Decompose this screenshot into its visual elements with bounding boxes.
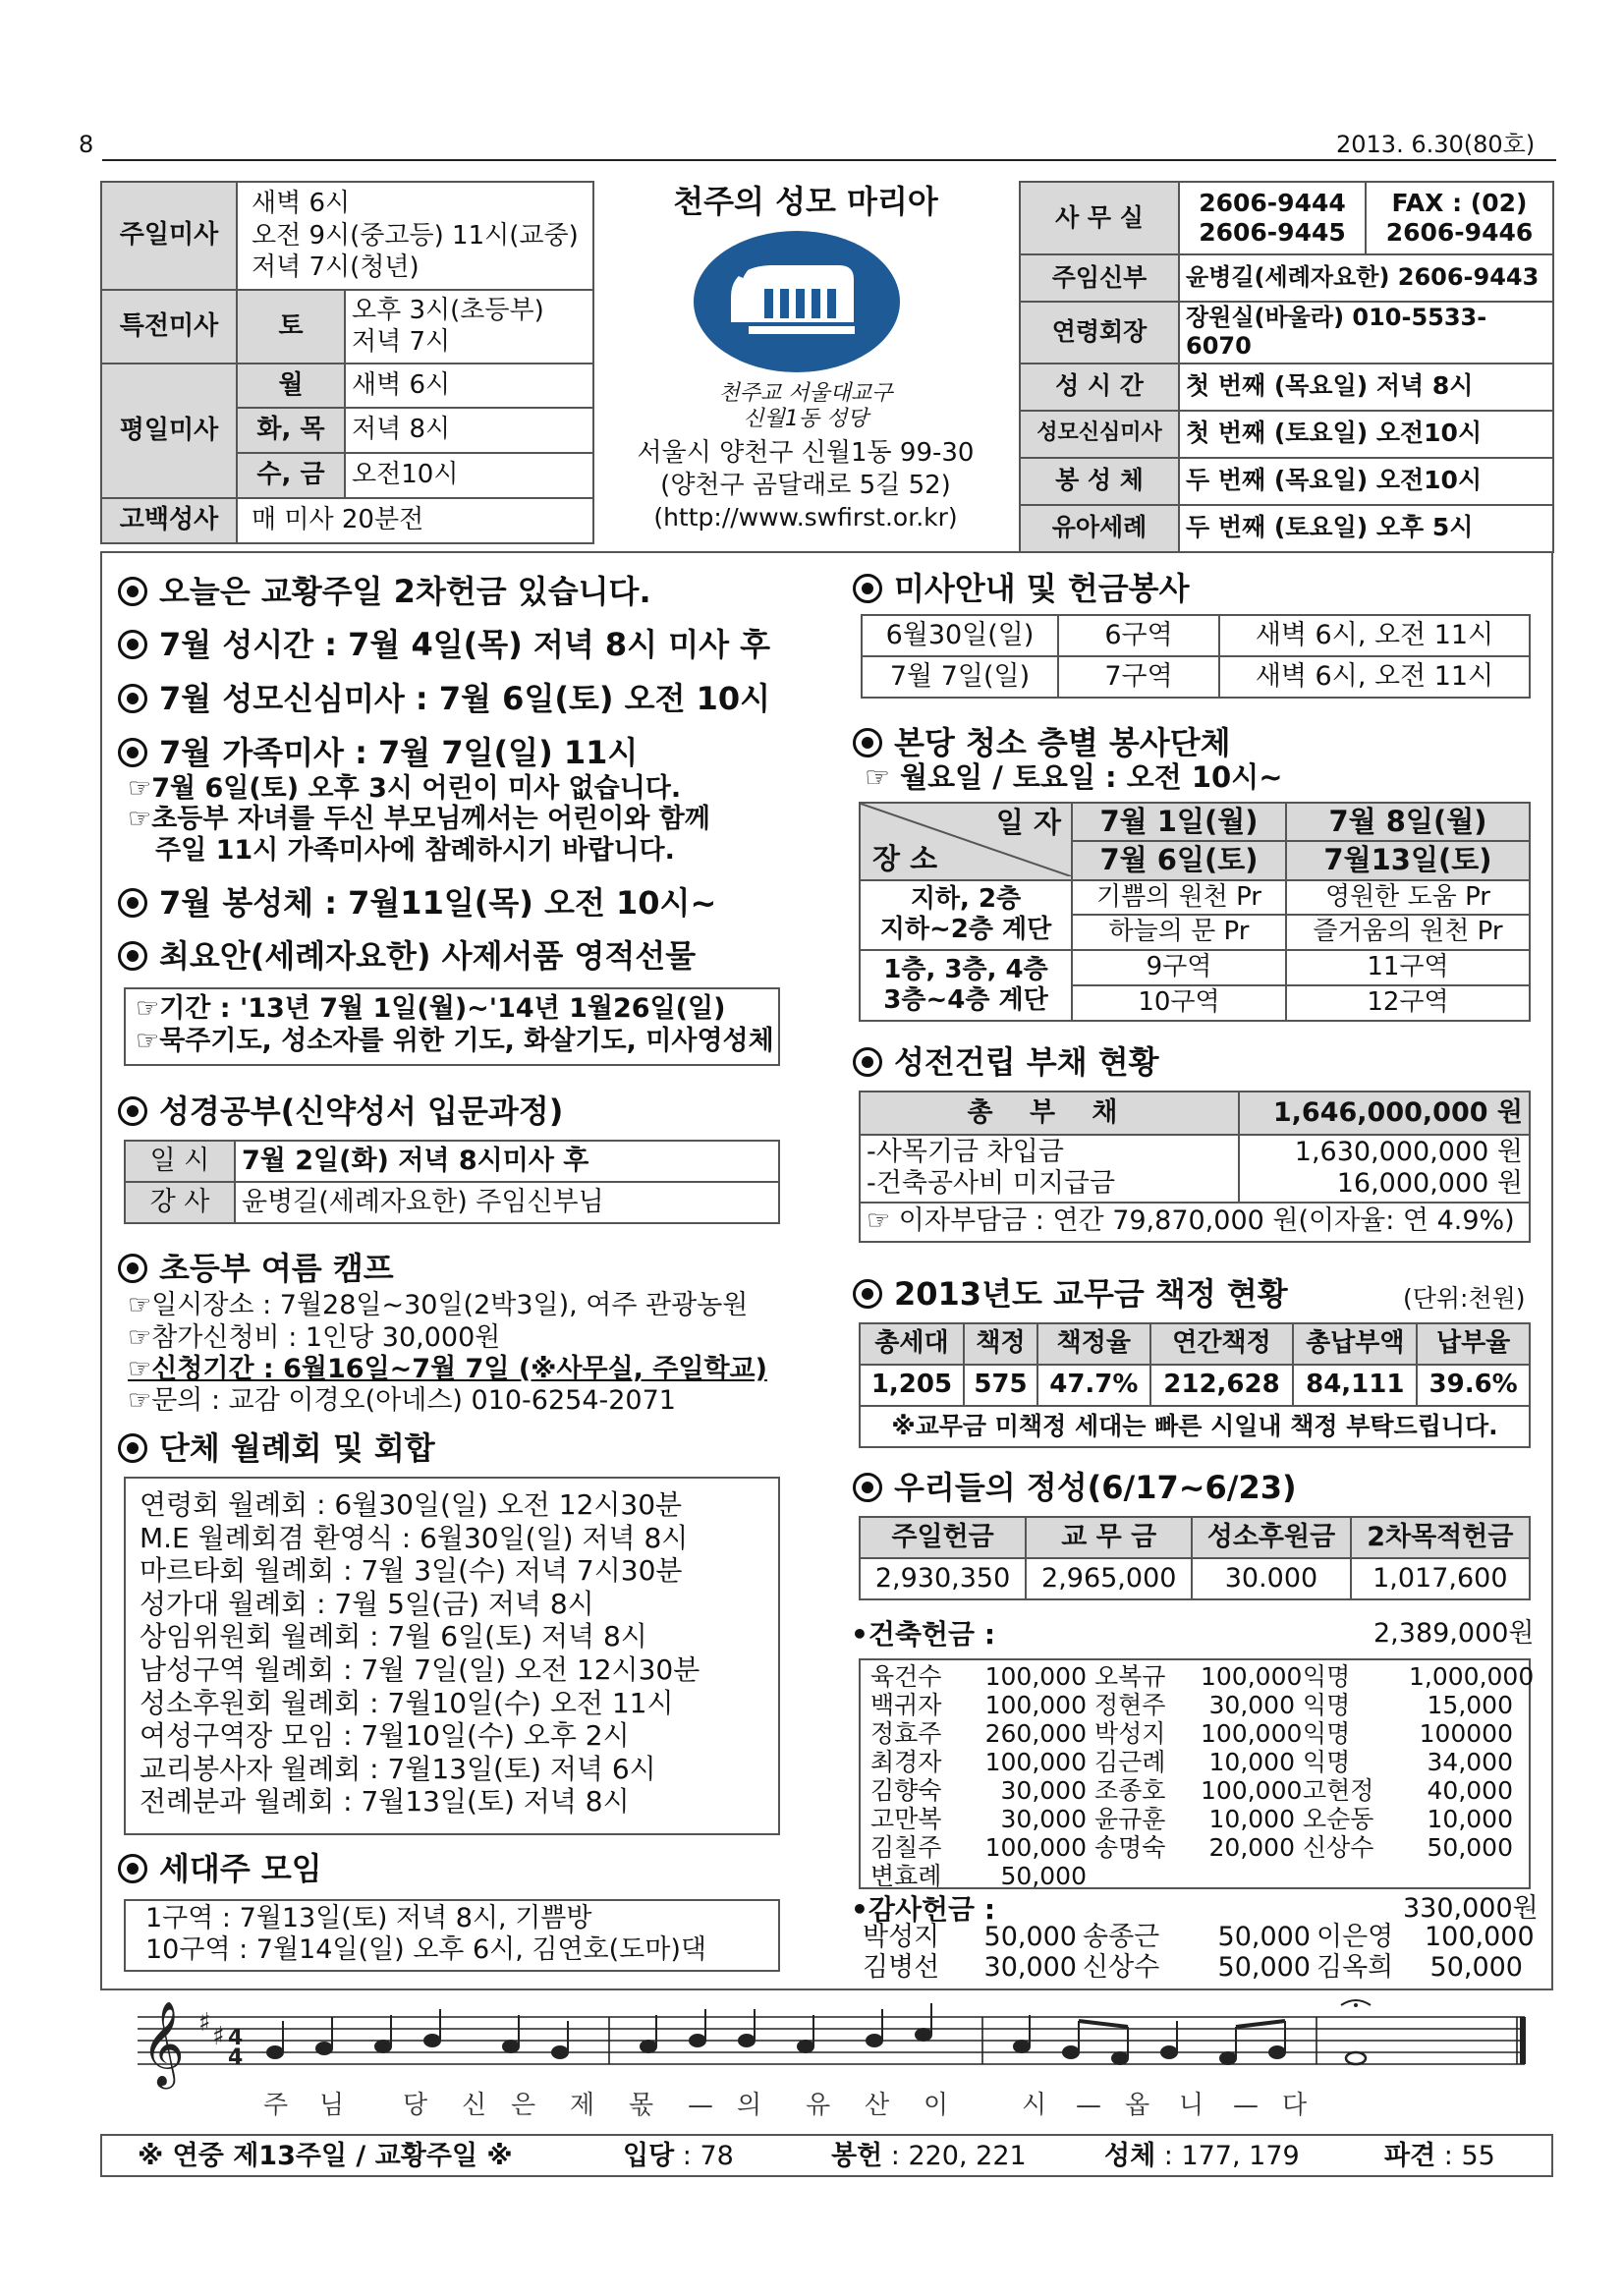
- group-meeting: 교리봉사자 월례회 : 7월13일(토) 저녁 6시: [140, 1752, 656, 1785]
- cleaning-group: 기쁨의 원천 Pr: [1072, 880, 1286, 916]
- groups-heading: 단체 월례회 및 회합: [118, 1429, 435, 1468]
- camp-line: ☞참가신청비 : 1인당 30,000원: [128, 1322, 501, 1353]
- lyric-syllable: —: [1233, 2091, 1259, 2120]
- parish-address-road: (양천구 곰달래로 5길 52): [660, 471, 951, 500]
- mass-schedule-table: [100, 181, 594, 544]
- donor-amount: 100,000: [1425, 1922, 1535, 1952]
- donor-name: 최경자: [870, 1748, 942, 1776]
- donor-name: 김병선: [863, 1952, 940, 1983]
- circle-bullet-icon: [118, 1096, 147, 1126]
- family-box: [124, 1899, 780, 1972]
- duty-value: 1,205: [860, 1365, 964, 1406]
- group-meeting: 남성구역 월례회 : 7월 7일(일) 오전 12시30분: [140, 1652, 700, 1686]
- offering-head: 2차목적헌금: [1351, 1517, 1530, 1558]
- donor-amount: [1201, 1862, 1295, 1890]
- lyric-syllable: 당: [403, 2091, 428, 2120]
- lyric-syllable: 시: [1022, 2091, 1047, 2120]
- debt-item-value: 16,000,000 원: [1336, 1168, 1523, 1200]
- lyric-syllable: 옵: [1125, 2091, 1150, 2120]
- bible-label: 일 시: [125, 1141, 235, 1182]
- contact-label: 연령회장: [1020, 302, 1179, 364]
- debt-total-value: 1,646,000,000 원: [1239, 1092, 1530, 1135]
- donor-name: 정효주: [870, 1719, 942, 1748]
- bible-value: 윤병길(세례자요한) 주임신부님: [235, 1182, 779, 1223]
- group-meeting: 여성구역장 모임 : 7월10일(수) 오후 2시: [140, 1719, 630, 1753]
- cleaning-subtitle: ☞ 월요일 / 토요일 : 오전 10시~: [865, 760, 1283, 794]
- notice-heading: 7월 성시간 : 7월 4일(목) 저녁 8시 미사 후: [118, 626, 770, 664]
- special-mass-label: 특전미사: [101, 290, 237, 364]
- donor-amount: 100,000: [1201, 1719, 1303, 1748]
- debt-item-label: -사목기금 차입금: [867, 1137, 1064, 1167]
- offering-value: 2,965,000: [1026, 1558, 1192, 1599]
- header-rule: [102, 159, 1556, 161]
- cleaning-heading: 본당 청소 층별 봉사단체: [853, 724, 1231, 762]
- parish-logo: [692, 228, 903, 375]
- contact-label: 성모신심미사: [1020, 411, 1179, 458]
- bible-label: 강 사: [125, 1182, 235, 1223]
- sunday-time: 저녁 7시(청년): [252, 252, 420, 283]
- notice-heading: 7월 성모신심미사 : 7월 6일(토) 오전 10시: [118, 680, 770, 718]
- guide-zone: 7구역: [1058, 656, 1219, 698]
- circle-bullet-icon: [118, 1854, 147, 1883]
- footer-sunday: ※ 연중 제13주일 / 교황주일 ※: [138, 2141, 513, 2171]
- notice-heading: 오늘은 교황주일 2차헌금 있습니다.: [118, 573, 651, 611]
- donor-name: 고만복: [870, 1805, 942, 1833]
- cleaning-date-header: 일 자: [995, 806, 1061, 839]
- offering-head: 교 무 금: [1026, 1517, 1192, 1558]
- duty-note: ※교무금 미책정 세대는 빠른 시일내 책정 부탁드립니다.: [860, 1406, 1530, 1447]
- donor-amount: 30,000: [1208, 1691, 1295, 1719]
- debt-heading: 성전건립 부채 현황: [853, 1043, 1159, 1082]
- gift-line: ☞기간 : '13년 7월 1일(월)~'14년 1월26일(일): [136, 993, 726, 1024]
- donor-amount: 50,000: [1217, 1952, 1311, 1983]
- office-phone: 2606-9445: [1199, 218, 1346, 247]
- donor-name: 김옥희: [1316, 1952, 1394, 1983]
- family-meeting: 10구역 : 7월14일(일) 오후 6시, 김연호(도마)댁: [145, 1934, 706, 1966]
- donor-amount: 100,000: [984, 1748, 1087, 1776]
- cleaning-date-col: 7월 8일(월): [1286, 803, 1530, 841]
- building-label: •건축헌금 :: [851, 1618, 996, 1651]
- donor-name: 박성지: [1094, 1719, 1166, 1748]
- circle-bullet-icon: [118, 941, 147, 971]
- donor-name: 육건수: [870, 1662, 942, 1691]
- cleaning-place: 지하, 2층: [910, 884, 1022, 915]
- debt-interest-note: ☞ 이자부담금 : 연간 79,870,000 원(이자율: 연 4.9%): [860, 1203, 1530, 1242]
- donor-amount: 50,000: [983, 1922, 1077, 1952]
- cleaning-date-col: 7월 1일(월): [1072, 803, 1286, 841]
- donor-name: 윤규훈: [1094, 1805, 1166, 1833]
- music-staff: [138, 1997, 1533, 2096]
- notice-heading: 최요안(세례자요한) 사제서품 영적선물: [118, 937, 696, 976]
- weekday-time: 오전10시: [345, 453, 593, 498]
- donor-amount: 100,000: [1201, 1662, 1303, 1691]
- thanks-label: •감사헌금 :: [851, 1893, 996, 1926]
- donor-amount: 20,000: [1208, 1833, 1295, 1862]
- offering-value: 30.000: [1192, 1558, 1350, 1599]
- offering-head: 성소후원금: [1192, 1517, 1350, 1558]
- special-time: 저녁 7시: [352, 326, 451, 357]
- donor-name: 고현정: [1303, 1776, 1374, 1805]
- duty-table: [859, 1322, 1531, 1448]
- donor-amount: 10,000: [1208, 1748, 1295, 1776]
- page-number: 8: [79, 131, 94, 158]
- circle-bullet-icon: [118, 888, 147, 918]
- debt-total-label: 총 부 채: [860, 1092, 1239, 1135]
- contact-label: 봉 성 체: [1020, 458, 1179, 505]
- family-meeting: 1구역 : 7월13일(토) 저녁 8시, 기쁨방: [145, 1903, 592, 1933]
- donor-amount: 10,000: [1427, 1805, 1513, 1833]
- cleaning-date-col: 7월 6일(토): [1072, 841, 1286, 879]
- cleaning-place-header: 장 소: [872, 842, 938, 876]
- sunday-time: 새벽 6시: [252, 189, 351, 219]
- guide-date: 6월30일(일): [862, 615, 1058, 656]
- group-meeting: 전례분과 월례회 : 7월13일(토) 저녁 8시: [140, 1785, 630, 1819]
- offering-value: 1,017,600: [1351, 1558, 1530, 1599]
- group-meeting: M.E 월례회겸 환영식 : 6월30일(일) 저녁 8시: [140, 1521, 689, 1554]
- notice-line: ☞초등부 자녀를 두신 부모님께서는 어린이와 함께: [128, 804, 710, 834]
- svg-text:♯: ♯: [198, 2008, 211, 2038]
- cleaning-place: 1층, 3층, 4층: [883, 954, 1048, 984]
- building-donors-box: [859, 1658, 1535, 1890]
- offering-heading: 우리들의 정성(6/17~6/23): [853, 1469, 1297, 1507]
- donor-name: 김향숙: [870, 1776, 942, 1805]
- issue-date: 2013. 6.30(80호): [1336, 131, 1536, 158]
- cleaning-table: [859, 802, 1531, 1022]
- confession-label: 고백성사: [101, 498, 237, 543]
- lyric-syllable: 주: [263, 2091, 289, 2120]
- ordination-gift-box: [124, 987, 780, 1066]
- donor-name: 조종호: [1094, 1776, 1166, 1805]
- parish-title: 천주의 성모 마리아: [673, 183, 938, 220]
- circle-bullet-icon: [853, 1279, 882, 1309]
- weekday-mass-label: 평일미사: [101, 364, 237, 498]
- gift-line: ☞묵주기도, 성소자를 위한 기도, 화살기도, 미사영성체: [136, 1025, 774, 1056]
- camp-line: ☞신청기간 : 6월16일~7월 7일 (※사무실, 주일학교): [128, 1354, 767, 1384]
- weekday-time: 새벽 6시: [345, 364, 593, 408]
- donor-name: 익명: [1303, 1691, 1351, 1719]
- special-time: 오후 3시(초등부): [352, 296, 544, 326]
- group-meeting: 성가대 월례회 : 7월 5일(금) 저녁 8시: [140, 1587, 594, 1620]
- circle-bullet-icon: [118, 577, 147, 606]
- contact-label: 유아세례: [1020, 505, 1179, 552]
- contact-value: 첫 번째 (토요일) 오전10시: [1179, 411, 1553, 458]
- circle-bullet-icon: [853, 1047, 882, 1077]
- cleaning-group: 영원한 도움 Pr: [1286, 880, 1530, 916]
- donor-name: 정현주: [1094, 1691, 1166, 1719]
- office-label: 사 무 실: [1020, 182, 1179, 254]
- donor-amount: 100,000: [1201, 1776, 1303, 1805]
- footer-dismissal: 파견 : 55: [1384, 2141, 1495, 2171]
- contact-value: 장원실(바울라) 010-5533-6070: [1179, 302, 1553, 364]
- donor-amount: 100000: [1419, 1719, 1513, 1748]
- lyric-syllable: —: [1076, 2091, 1101, 2120]
- lyric-syllable: 니: [1179, 2091, 1204, 2120]
- donor-amount: 30,000: [1000, 1805, 1087, 1833]
- donor-amount: 30,000: [1000, 1776, 1087, 1805]
- duty-head: 납부율: [1417, 1323, 1530, 1365]
- offering-head: 주일헌금: [860, 1517, 1026, 1558]
- contact-value: 두 번째 (토요일) 오후 5시: [1179, 505, 1553, 552]
- cleaning-place: 지하~2층 계단: [879, 915, 1052, 945]
- camp-heading: 초등부 여름 캠프: [118, 1250, 394, 1288]
- donor-amount: 15,000: [1427, 1691, 1513, 1719]
- circle-bullet-icon: [118, 738, 147, 767]
- contact-value: 첫 번째 (목요일) 저녁 8시: [1179, 364, 1553, 411]
- circle-bullet-icon: [853, 574, 882, 603]
- donor-name: 익명: [1303, 1719, 1351, 1748]
- footer-offertory: 봉헌 : 220, 221: [831, 2141, 1027, 2171]
- donor-amount: 30,000: [983, 1952, 1077, 1983]
- lyric-syllable: 유: [806, 2091, 831, 2120]
- donor-name: 오순동: [1303, 1805, 1374, 1833]
- debt-item-value: 1,630,000,000 원: [1294, 1137, 1523, 1167]
- lyric-syllable: 님: [319, 2091, 345, 2120]
- duty-head: 책정: [964, 1323, 1037, 1365]
- cleaning-group: 12구역: [1286, 985, 1530, 1021]
- donor-amount: 100,000: [984, 1691, 1087, 1719]
- weekday-time: 저녁 8시: [345, 408, 593, 453]
- donor-name: 신상수: [1083, 1952, 1160, 1983]
- confession-text: 매 미사 20분전: [237, 498, 593, 543]
- parish-url[interactable]: (http://www.swfirst.or.kr): [653, 503, 958, 532]
- lyric-syllable: 신: [462, 2091, 487, 2120]
- parish-name: 신월1동 성당: [743, 407, 868, 431]
- contact-value: 두 번째 (목요일) 오전10시: [1179, 458, 1553, 505]
- donor-name: 백귀자: [870, 1691, 942, 1719]
- cleaning-group: 11구역: [1286, 950, 1530, 985]
- bible-study-table: [124, 1140, 780, 1224]
- donor-name: [1303, 1862, 1401, 1890]
- mass-guide-heading: 미사안내 및 헌금봉사: [853, 570, 1190, 608]
- circle-bullet-icon: [118, 1254, 147, 1283]
- thanks-total: 330,000원: [1403, 1893, 1539, 1924]
- notice-heading: 7월 봉성체 : 7월11일(목) 오전 10시~: [118, 884, 716, 923]
- camp-line: ☞문의 : 교감 이경오(아네스) 010-6254-2071: [128, 1385, 676, 1416]
- donor-name: 송명숙: [1094, 1833, 1166, 1862]
- duty-unit: (단위:천원): [1403, 1284, 1526, 1313]
- weekday-day: 화, 목: [237, 408, 345, 453]
- duty-head: 책정율: [1037, 1323, 1150, 1365]
- duty-value: 47.7%: [1037, 1365, 1150, 1406]
- donor-name: 김칠주: [870, 1833, 942, 1862]
- donor-name: 이은영: [1316, 1922, 1394, 1952]
- music-lyrics: [138, 2091, 1533, 2124]
- bible-study-heading: 성경공부(신약성서 입문과정): [118, 1092, 563, 1131]
- donor-amount: 10,000: [1208, 1805, 1295, 1833]
- lyric-syllable: 이: [924, 2091, 949, 2120]
- donor-name: 김근례: [1094, 1748, 1166, 1776]
- special-mass-day: 토: [237, 290, 345, 364]
- donor-amount: 260,000: [984, 1719, 1087, 1748]
- donor-amount: 50,000: [1429, 1952, 1523, 1983]
- group-meeting: 상임위원회 월례회 : 7월 6일(토) 저녁 8시: [140, 1620, 647, 1653]
- donor-amount: 50,000: [1427, 1833, 1513, 1862]
- donor-name: 익명: [1303, 1748, 1351, 1776]
- camp-line: ☞일시장소 : 7월28일~30일(2박3일), 여주 관광농원: [128, 1290, 749, 1320]
- footer-bar: [100, 2134, 1553, 2177]
- lyric-syllable: —: [688, 2091, 713, 2120]
- donor-name: 익명: [1303, 1662, 1351, 1691]
- contact-label: 주임신부: [1020, 254, 1179, 302]
- svg-text:♯: ♯: [212, 2022, 225, 2051]
- footer-communion: 성체 : 177, 179: [1104, 2141, 1300, 2171]
- svg-text:4: 4: [228, 2045, 244, 2070]
- svg-text:4: 4: [228, 2026, 244, 2050]
- donor-name: [1094, 1862, 1193, 1890]
- notice-line: ☞7월 6일(토) 오후 3시 어린이 미사 없습니다.: [128, 773, 682, 804]
- circle-bullet-icon: [118, 1433, 147, 1463]
- debt-item-label: -건축공사비 미지급금: [867, 1168, 1116, 1200]
- duty-head: 총세대: [860, 1323, 964, 1365]
- guide-time: 새벽 6시, 오전 11시: [1219, 656, 1530, 698]
- donor-amount: [1409, 1862, 1513, 1890]
- guide-time: 새벽 6시, 오전 11시: [1219, 615, 1530, 656]
- weekday-day: 수, 금: [237, 453, 345, 498]
- notice-heading: 7월 가족미사 : 7월 7일(일) 11시: [118, 734, 638, 772]
- building-total: 2,389,000원: [1373, 1618, 1535, 1649]
- notice-line: 주일 11시 가족미사에 참례하시기 바랍니다.: [155, 835, 675, 866]
- fax-label: FAX : (02): [1391, 189, 1528, 217]
- donor-amount: 1,000,000: [1409, 1662, 1535, 1691]
- thanks-donors: [863, 1922, 1535, 1983]
- lyric-syllable: 몫: [629, 2091, 654, 2120]
- sunday-time: 오전 9시(중고등) 11시(교중): [252, 220, 579, 251]
- cleaning-date-col: 7월13일(토): [1286, 841, 1530, 879]
- lyric-syllable: 다: [1282, 2091, 1308, 2120]
- duty-value: 84,111: [1293, 1365, 1417, 1406]
- group-meeting: 마르타회 월례회 : 7월 3일(수) 저녁 7시30분: [140, 1554, 683, 1588]
- lyric-syllable: 제: [570, 2091, 595, 2120]
- donor-amount: 50,000: [1000, 1862, 1087, 1890]
- circle-bullet-icon: [118, 684, 147, 713]
- svg-text:𝄞: 𝄞: [141, 2001, 185, 2086]
- footer-entrance: 입당 : 78: [623, 2141, 734, 2171]
- circle-bullet-icon: [118, 630, 147, 659]
- duty-value: 575: [964, 1365, 1037, 1406]
- offering-value: 2,930,350: [860, 1558, 1026, 1599]
- donor-amount: 100,000: [984, 1662, 1087, 1691]
- cleaning-group: 10구역: [1072, 985, 1286, 1021]
- duty-heading: 2013년도 교무금 책정 현황: [853, 1275, 1288, 1314]
- parish-address: 서울시 양천구 신월1동 99-30: [637, 438, 975, 468]
- contacts-table: [1019, 181, 1554, 553]
- donor-name: 변효례: [870, 1862, 942, 1890]
- mass-guide-table: [861, 614, 1531, 699]
- office-phone: 2606-9444: [1199, 189, 1346, 217]
- donor-name: 박성지: [863, 1922, 940, 1952]
- circle-bullet-icon: [853, 728, 882, 757]
- lyric-syllable: 산: [865, 2091, 890, 2120]
- circle-bullet-icon: [853, 1473, 882, 1502]
- guide-zone: 6구역: [1058, 615, 1219, 656]
- groups-box: [124, 1477, 780, 1835]
- donor-amount: 50,000: [1217, 1922, 1311, 1952]
- cleaning-corner-cell: [860, 803, 1072, 880]
- donor-amount: 100,000: [984, 1833, 1087, 1862]
- cleaning-place: 3층~4층 계단: [883, 984, 1048, 1015]
- donor-name: 송종근: [1083, 1922, 1160, 1952]
- guide-date: 7월 7일(일): [862, 656, 1058, 698]
- parish-diocese: 천주교 서울대교구: [718, 381, 893, 406]
- cleaning-group: 하늘의 문 Pr: [1072, 915, 1286, 950]
- group-meeting: 성소후원회 월례회 : 7월10일(수) 오전 11시: [140, 1686, 674, 1719]
- lyric-syllable: 의: [737, 2091, 762, 2120]
- duty-value: 212,628: [1150, 1365, 1294, 1406]
- donor-name: 신상수: [1303, 1833, 1374, 1862]
- contact-value: 윤병길(세례자요한) 2606-9443: [1179, 254, 1553, 302]
- duty-value: 39.6%: [1417, 1365, 1530, 1406]
- sunday-mass-label: 주일미사: [101, 182, 237, 290]
- fax-number: 2606-9446: [1385, 218, 1534, 247]
- donor-amount: 40,000: [1427, 1776, 1513, 1805]
- duty-head: 총납부액: [1293, 1323, 1417, 1365]
- offering-table: [859, 1516, 1531, 1600]
- weekday-day: 월: [237, 364, 345, 408]
- donor-name: 오복규: [1094, 1662, 1166, 1691]
- contact-label: 성 시 간: [1020, 364, 1179, 411]
- donor-amount: 34,000: [1427, 1748, 1513, 1776]
- debt-table: [859, 1091, 1531, 1243]
- cleaning-group: 9구역: [1072, 950, 1286, 985]
- cleaning-group: 즐거움의 원천 Pr: [1286, 915, 1530, 950]
- lyric-syllable: 은: [511, 2091, 536, 2120]
- group-meeting: 연령회 월례회 : 6월30일(일) 오전 12시30분: [140, 1488, 683, 1521]
- duty-head: 연간책정: [1150, 1323, 1294, 1365]
- bible-value: 7월 2일(화) 저녁 8시미사 후: [235, 1141, 779, 1182]
- family-heading: 세대주 모임: [118, 1850, 322, 1888]
